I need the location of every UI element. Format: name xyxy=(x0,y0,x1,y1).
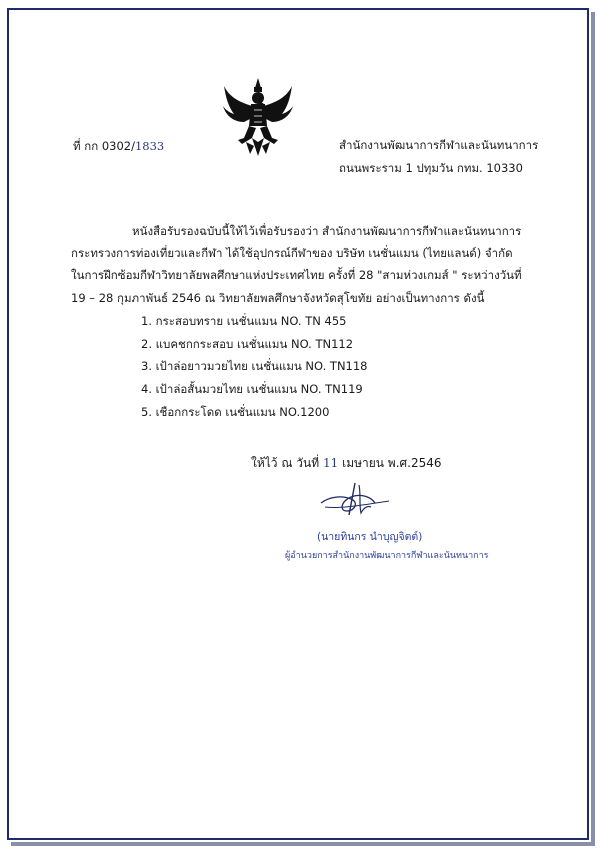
signatory-title: ผู้อำนวยการสำนักงานพัฒนาการกีฬาและนันทนาการ xyxy=(285,551,489,561)
body-line-3: ในการฝึกซ้อมกีฬาวิทยาลัยพลศึกษาแห่งประเทศไทย ครั้งที่ 28 "สามห่วงเกมส์ " ระหว่างวันที่ xyxy=(71,268,522,282)
list-item: 5. เชือกกระโดด เนชั่นแมน NO.1200 xyxy=(141,405,330,419)
dateline-day: 11 xyxy=(322,456,339,470)
list-item: 2. แบคชกกระสอบ เนชั่นแมน NO. TN112 xyxy=(141,337,354,351)
body-line-2: กระทรวงการท่องเที่ยวและกีฬา ได้ใช้อุปกรณ์กีฬาของ บริษัท เนชั่นแมน (ไทยแลนด์) จำกัด xyxy=(71,246,513,260)
body-line-4: 19 – 28 กุมภาพันธ์ 2546 ณ วิทยาลัยพลศึกษาจังหวัดสุโขทัย อย่างเป็นทางการ ดังนี้ xyxy=(71,291,485,305)
list-item: 3. เป้าล่อยาวมวยไทย เนชั่นแมน NO. TN118 xyxy=(141,359,368,373)
body-line-1: หนังสือรับรองฉบับนี้ให้ไว้เพื่อรับรองว่า สำนักงานพัฒนาการกีฬาและนันทนาการ xyxy=(132,224,522,238)
list-item: 4. เป้าล่อสั้นมวยไทย เนชั่นแมน NO. TN119 xyxy=(141,382,363,396)
signature xyxy=(315,475,395,523)
reference-prefix: ที่ กก 0302/ xyxy=(73,139,135,153)
dateline-suffix: เมษายน พ.ศ.2546 xyxy=(342,456,442,470)
list-item: 1. กระสอบทราย เนชั่นแมน NO. TN 455 xyxy=(141,314,347,328)
office-name: สำนักงานพัฒนาการกีฬาและนันทนาการ xyxy=(339,138,539,152)
dateline xyxy=(251,457,442,469)
reference-handwritten-number: 1833 xyxy=(134,139,165,153)
reference-number xyxy=(73,141,164,153)
signatory-name: (นายทินกร นำบุญจิตต์) xyxy=(317,531,423,543)
dateline-prefix: ให้ไว้ ณ วันที่ xyxy=(251,456,320,470)
office-address: ถนนพระราม 1 ปทุมวัน กทม. 10330 xyxy=(339,161,523,175)
garuda-emblem-icon xyxy=(222,76,294,158)
